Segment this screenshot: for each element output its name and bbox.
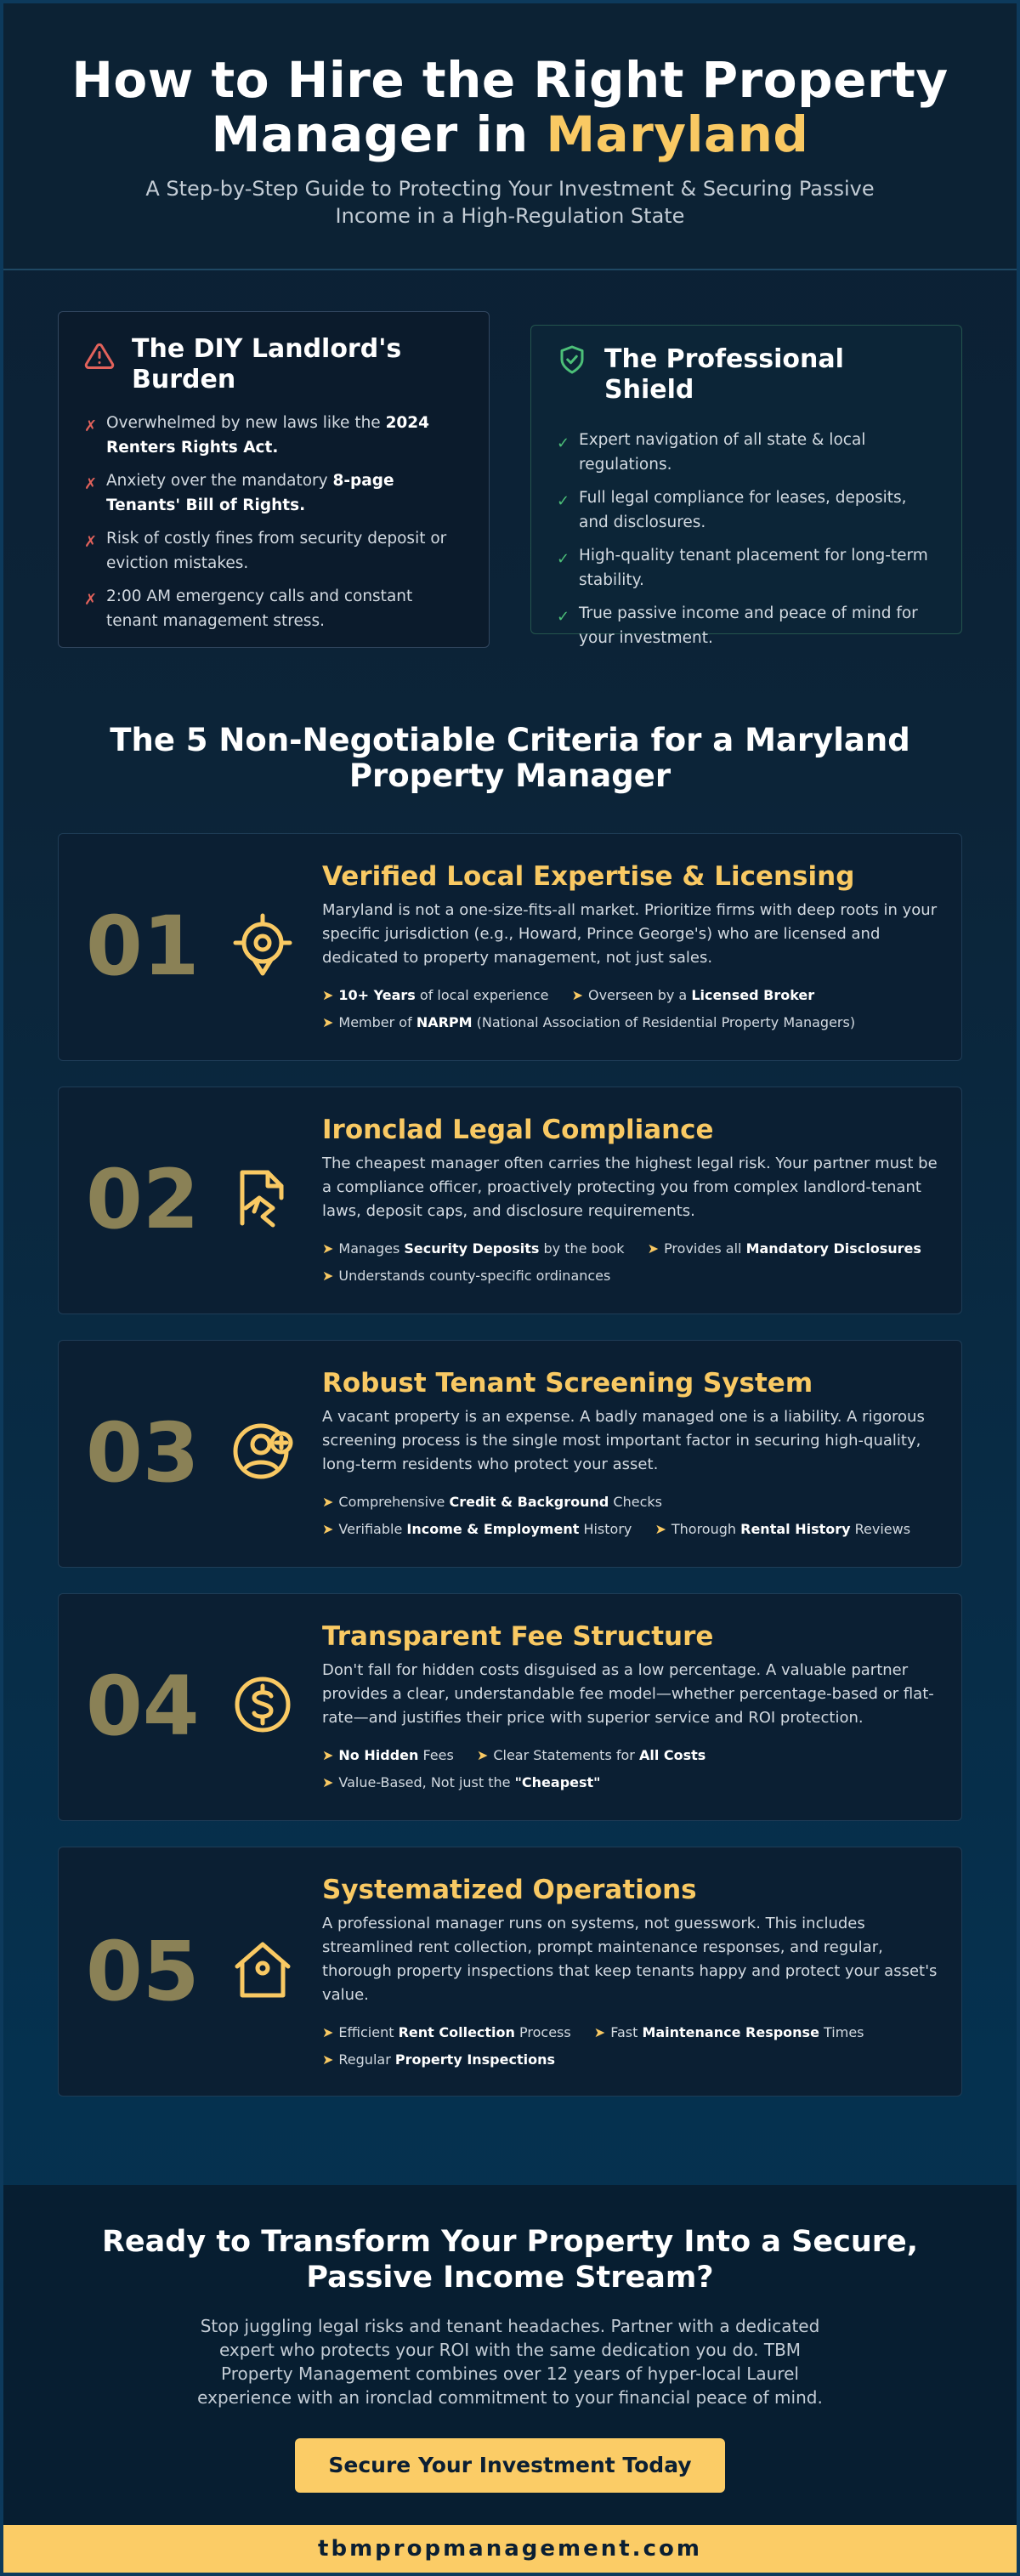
hero-header bbox=[0, 0, 1020, 270]
criterion-description: Maryland is not a one-size-fits-all market. Prioritize firms with deep roots in your specific jurisdiction (e.g., Howard, Prince George's) who are licensed and dedicated to property management, not just sales. bbox=[322, 901, 938, 967]
feature-bold: 10+ Years bbox=[338, 987, 416, 1003]
cross-icon: ✗ bbox=[84, 533, 98, 551]
house-icon bbox=[229, 1936, 297, 2004]
criterion-description: The cheapest manager often carries the highest legal risk. Your partner must be a compliance officer, proactively protecting you from complex landlord-tenant laws, deposit caps, and disclosure requirements. bbox=[322, 1155, 938, 1220]
list-item bbox=[84, 526, 463, 576]
pro-card-title: The Professional Shield bbox=[604, 344, 844, 405]
item-text: Risk of costly fines from security deposit or eviction mistakes. bbox=[106, 530, 447, 572]
arrow-icon: ➤ bbox=[322, 1268, 334, 1284]
criterion-title: Systematized Operations bbox=[322, 1875, 697, 1905]
cta-section bbox=[3, 2185, 1017, 2525]
feature-bold: Income & Employment bbox=[406, 1521, 580, 1537]
feature-text: Thorough bbox=[671, 1521, 741, 1537]
item-text: Expert navigation of all state & local regulations. bbox=[579, 431, 866, 474]
title-highlight: Maryland bbox=[546, 105, 809, 163]
professional-shield-card bbox=[530, 325, 962, 647]
list-item bbox=[84, 411, 463, 460]
page-subtitle bbox=[0, 175, 1020, 230]
arrow-icon: ➤ bbox=[322, 1747, 334, 1763]
feature-text: Understands county-specific ordinances bbox=[338, 1268, 611, 1284]
dollar-coin-icon bbox=[229, 1671, 297, 1739]
cross-icon: ✗ bbox=[84, 417, 98, 435]
arrow-icon: ➤ bbox=[322, 2024, 334, 2040]
item-text: True passive income and peace of mind for your investment. bbox=[579, 604, 918, 647]
criterion-features bbox=[322, 1489, 943, 1543]
criterion-body bbox=[322, 860, 943, 1036]
title-line-2 bbox=[0, 107, 1020, 162]
list-item bbox=[84, 468, 463, 518]
feature-text: Manages bbox=[338, 1240, 405, 1257]
feature-text: Verifiable bbox=[338, 1521, 407, 1537]
feature-bold: Mandatory Disclosures bbox=[745, 1240, 921, 1257]
location-badge-icon bbox=[229, 911, 297, 979]
criterion-title: Ironclad Legal Compliance bbox=[322, 1115, 714, 1145]
feature-text: Efficient bbox=[338, 2024, 399, 2040]
feature-text: Regular bbox=[338, 2051, 395, 2068]
criterion-card-02 bbox=[58, 1087, 962, 1314]
title-line-2-prefix: Manager in bbox=[211, 105, 547, 163]
feature-item bbox=[322, 1769, 601, 1796]
arrow-icon: ➤ bbox=[647, 1240, 660, 1257]
feature-bold: Credit & Background bbox=[449, 1494, 609, 1510]
shield-check-icon bbox=[557, 344, 587, 375]
footer-domain-link[interactable]: tbmpropmanagement.com bbox=[3, 2525, 1017, 2573]
cross-icon: ✗ bbox=[84, 591, 98, 609]
feature-item bbox=[322, 982, 548, 1009]
feature-bold: Rent Collection bbox=[398, 2024, 515, 2040]
diy-card-header bbox=[84, 334, 463, 395]
criterion-features bbox=[322, 1742, 943, 1796]
criterion-description: A vacant property is an expense. A badly managed one is a liability. A rigorous screening process is the single most important factor in securing high-quality, long-term residents who protect your asset. bbox=[322, 1408, 925, 1473]
item-text: Full legal compliance for leases, deposits, and disclosures. bbox=[579, 489, 907, 531]
criterion-card-01 bbox=[58, 833, 962, 1061]
feature-item bbox=[648, 1235, 921, 1262]
arrow-icon: ➤ bbox=[593, 2024, 606, 2040]
criterion-body bbox=[322, 1873, 943, 2074]
feature-bold: Licensed Broker bbox=[691, 987, 815, 1003]
feature-text: by the book bbox=[539, 1240, 625, 1257]
feature-text: Clear Statements for bbox=[493, 1747, 639, 1763]
feature-item bbox=[594, 2019, 864, 2046]
criterion-title: Verified Local Expertise & Licensing bbox=[322, 861, 855, 892]
criterion-number: 05 bbox=[86, 1924, 200, 2019]
diy-list bbox=[84, 411, 463, 633]
feature-text: Process bbox=[514, 2024, 571, 2040]
criteria-section bbox=[0, 723, 1020, 794]
arrow-icon: ➤ bbox=[322, 1494, 334, 1510]
arrow-icon: ➤ bbox=[571, 987, 583, 1003]
feature-bold: Rental History bbox=[740, 1521, 851, 1537]
cta-text: Stop juggling legal risks and tenant headaches. Partner with a dedicated expert who protects your ROI with the same dedication you do. TBM Property Management combines over 12 years of hyper-local Laurel experience with an ironclad commitment to your financial peace of mind. bbox=[197, 2316, 823, 2408]
feature-text: Member of bbox=[338, 1014, 416, 1030]
criterion-title: Transparent Fee Structure bbox=[322, 1621, 714, 1652]
feature-item bbox=[322, 1262, 610, 1290]
arrow-icon: ➤ bbox=[476, 1747, 489, 1763]
criterion-features bbox=[322, 1235, 943, 1290]
item-text: High-quality tenant placement for long-term stability. bbox=[579, 547, 928, 589]
feature-text: Provides all bbox=[664, 1240, 746, 1257]
feature-item bbox=[322, 1235, 625, 1262]
diy-title-line-2: Burden bbox=[132, 365, 236, 394]
criteria-heading-line-2: Property Manager bbox=[348, 757, 672, 794]
list-item bbox=[557, 543, 936, 593]
criterion-number: 03 bbox=[86, 1405, 200, 1501]
cta-title bbox=[3, 2224, 1017, 2295]
feature-bold: No Hidden bbox=[338, 1747, 419, 1763]
criterion-card-05 bbox=[58, 1847, 962, 2097]
criterion-card-04 bbox=[58, 1593, 962, 1821]
page-title bbox=[0, 53, 1020, 162]
feature-item bbox=[322, 2019, 571, 2046]
feature-item bbox=[322, 1516, 632, 1543]
feature-bold: Maintenance Response bbox=[642, 2024, 819, 2040]
feature-item bbox=[322, 1009, 855, 1036]
cross-icon: ✗ bbox=[84, 475, 98, 493]
criterion-features bbox=[322, 2019, 943, 2074]
list-item bbox=[557, 601, 936, 650]
feature-text: (National Association of Residential Property Managers) bbox=[472, 1014, 856, 1030]
legal-document-icon bbox=[229, 1164, 297, 1232]
subtitle-line-1: A Step-by-Step Guide to Protecting Your Investment & Securing Passive bbox=[145, 177, 875, 201]
diy-title-line-1: The DIY Landlord's bbox=[132, 334, 402, 364]
arrow-icon: ➤ bbox=[322, 987, 334, 1003]
arrow-icon: ➤ bbox=[322, 1240, 334, 1257]
title-line-1: How to Hire the Right Property bbox=[71, 51, 949, 109]
criteria-heading-line-1: The 5 Non-Negotiable Criteria for a Maryland bbox=[110, 722, 910, 758]
item-text: Overwhelmed by new laws like the bbox=[106, 414, 386, 432]
item-text: Anxiety over the mandatory bbox=[106, 472, 333, 490]
check-icon: ✓ bbox=[557, 550, 570, 568]
criterion-number: 01 bbox=[86, 899, 200, 994]
criterion-description: Don't fall for hidden costs disguised as a low percentage. A valuable partner provides a clear, understandable fee model—whether percentage-based or flat-rate—and justifies their price with superior service and ROI protection. bbox=[322, 1661, 934, 1727]
list-item bbox=[84, 584, 463, 633]
feature-item bbox=[572, 982, 815, 1009]
criterion-title: Robust Tenant Screening System bbox=[322, 1368, 813, 1399]
feature-text: Reviews bbox=[850, 1521, 911, 1537]
feature-item bbox=[322, 1489, 662, 1516]
criterion-description: A professional manager runs on systems, not guesswork. This includes streamlined rent collection, prompt maintenance responses, and regular, thorough property inspections that keep tenants happy and protect your asset's value. bbox=[322, 1915, 938, 2004]
warning-icon bbox=[84, 341, 115, 372]
check-icon: ✓ bbox=[557, 608, 570, 626]
criterion-body bbox=[322, 1620, 943, 1796]
feature-text: Value-Based, Not just the bbox=[338, 1774, 515, 1790]
arrow-icon: ➤ bbox=[322, 2051, 334, 2068]
criterion-number: 02 bbox=[86, 1152, 200, 1247]
feature-text: of local experience bbox=[415, 987, 549, 1003]
feature-item bbox=[654, 1516, 910, 1543]
criteria-heading bbox=[0, 723, 1020, 794]
arrow-icon: ➤ bbox=[322, 1521, 334, 1537]
arrow-icon: ➤ bbox=[654, 1521, 666, 1537]
pro-list bbox=[557, 428, 936, 650]
feature-bold: NARPM bbox=[416, 1014, 473, 1030]
subtitle-line-2: Income in a High-Regulation State bbox=[335, 204, 685, 228]
feature-bold: Security Deposits bbox=[404, 1240, 540, 1257]
cta-title-line-1: Ready to Transform Your Property Into a Secure, bbox=[101, 2225, 919, 2259]
feature-text: History bbox=[579, 1521, 632, 1537]
feature-text: Times bbox=[819, 2024, 864, 2040]
item-bold: 8-page Tenants' Bill of Rights. bbox=[106, 472, 394, 514]
feature-item bbox=[322, 2046, 555, 2074]
feature-text: Fast bbox=[610, 2024, 643, 2040]
cta-title-line-2: Passive Income Stream? bbox=[306, 2261, 714, 2295]
criterion-features bbox=[322, 982, 943, 1036]
feature-item bbox=[322, 1742, 454, 1769]
feature-bold: Property Inspections bbox=[394, 2051, 556, 2068]
item-text: 2:00 AM emergency calls and constant tenant management stress. bbox=[106, 587, 413, 630]
feature-item bbox=[477, 1742, 706, 1769]
list-item bbox=[557, 428, 936, 477]
criterion-card-03 bbox=[58, 1340, 962, 1568]
secure-investment-button[interactable]: Secure Your Investment Today bbox=[295, 2438, 725, 2493]
criterion-number: 04 bbox=[86, 1659, 200, 1754]
diy-card-title bbox=[132, 334, 401, 395]
feature-text: Overseen by a bbox=[587, 987, 692, 1003]
arrow-icon: ➤ bbox=[322, 1014, 334, 1030]
arrow-icon: ➤ bbox=[322, 1774, 334, 1790]
feature-text: Fees bbox=[418, 1747, 454, 1763]
feature-text: Comprehensive bbox=[338, 1494, 450, 1510]
check-icon: ✓ bbox=[557, 434, 570, 452]
list-item bbox=[557, 485, 936, 535]
criterion-body bbox=[322, 1366, 943, 1543]
comparison-section bbox=[0, 270, 1020, 670]
feature-bold: All Costs bbox=[638, 1747, 706, 1763]
pro-card-header bbox=[557, 344, 936, 406]
feature-text: Checks bbox=[609, 1494, 662, 1510]
feature-bold: "Cheapest" bbox=[514, 1774, 601, 1790]
diy-burden-card bbox=[58, 311, 490, 648]
user-add-icon bbox=[229, 1417, 297, 1485]
check-icon: ✓ bbox=[557, 492, 570, 510]
item-bold: 2024 Renters Rights Act. bbox=[106, 414, 430, 457]
criterion-body bbox=[322, 1113, 943, 1290]
